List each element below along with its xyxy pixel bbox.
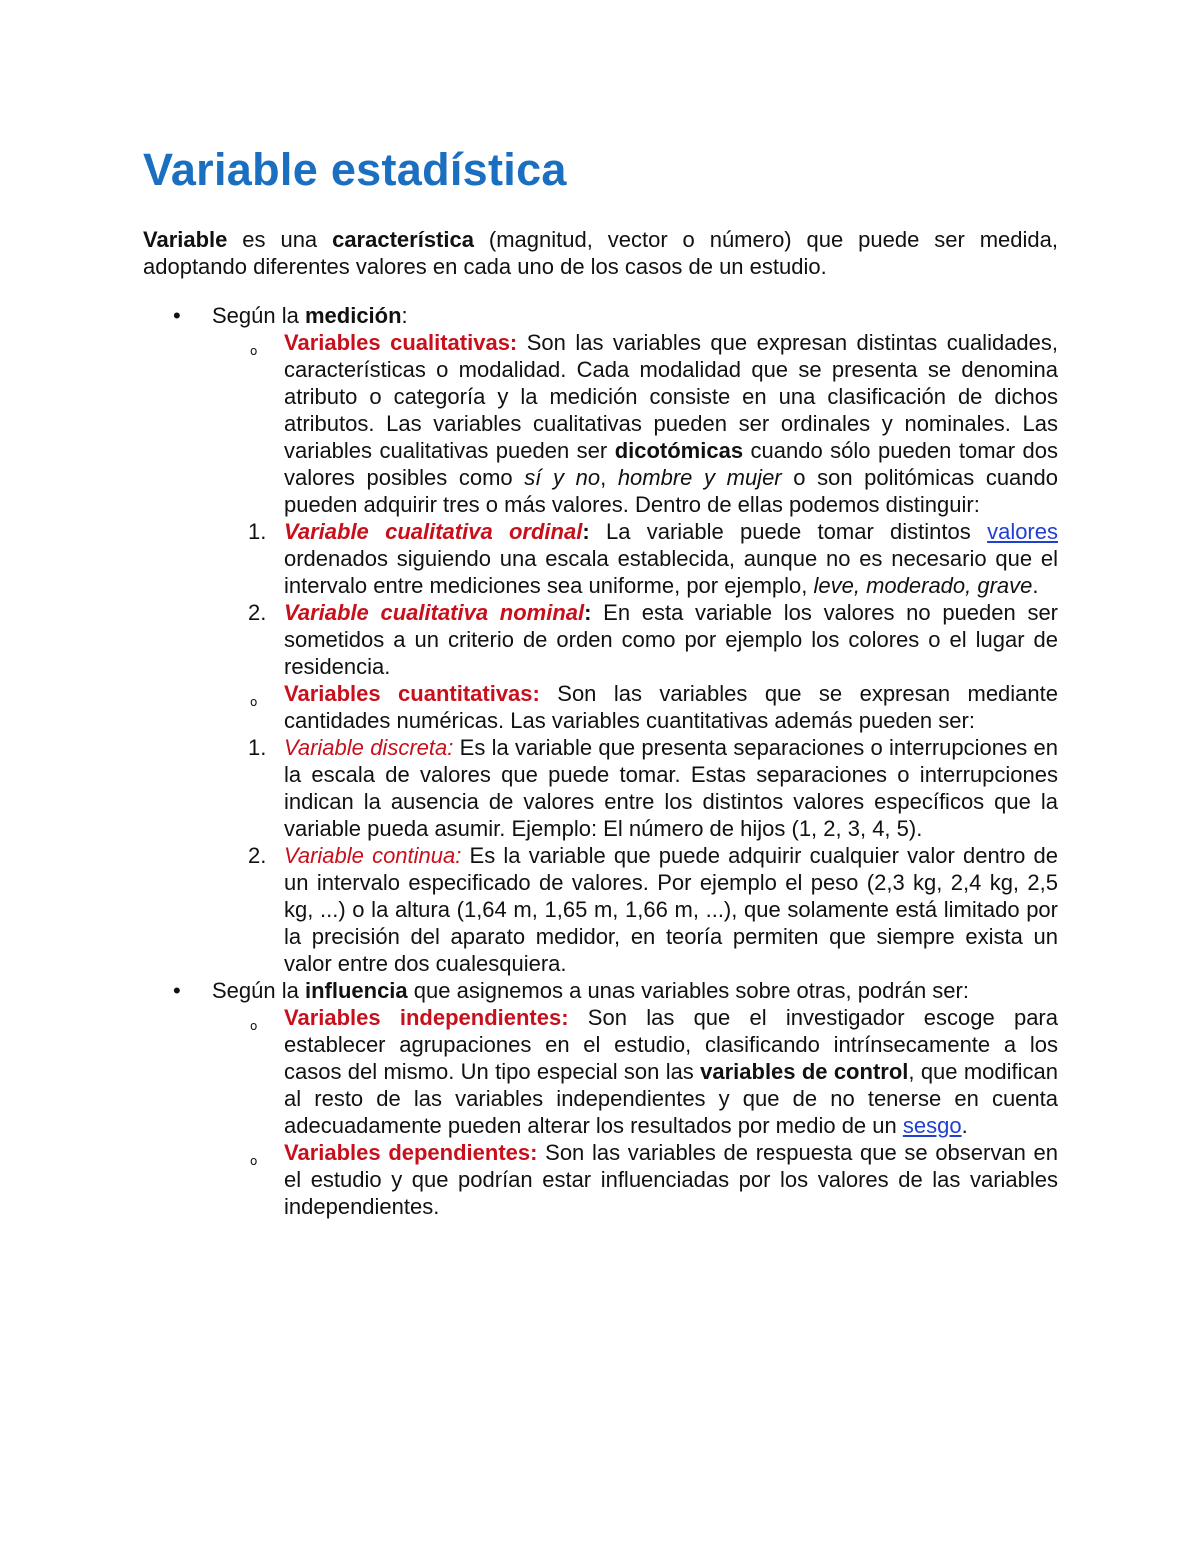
list-item-independientes [143,1004,1058,1139]
continua-label: Variable continua: [284,843,462,868]
dependientes-label: Variables dependientes: [284,1140,538,1165]
section-1-post: : [401,303,408,328]
item-number: 1. [248,735,267,760]
section-2-pre: Según la [212,978,305,1003]
cualitativas-text-1: Son las variables que expresan distintas cualidades, características o modalidad. Cada modalidad que se presenta se denomina atributo o categoría y la medición consiste en una clasificación de dichos atributos. Las variables cualitativas pueden ser ordinales y nominales. Las variables cualitativas pueden ser [284,330,1059,463]
independientes-text-3: . [961,1113,968,1138]
list-item-discreta [214,734,1058,842]
section-1-bold: medición [304,303,402,328]
list-item-influencia [143,977,1058,1220]
nominal-text: En esta variable los valores no pueden ser sometidos a un criterio de orden como por ejemplo los colores o el lugar de residencia. [284,600,1058,679]
item-number: 1. [248,519,267,544]
list-item-continua [214,842,1058,977]
ordinal-example: leve, moderado, grave [813,573,1033,598]
cualitativas-text-4: o son politómicas cuando pueden adquirir tres o más valores. Dentro de ellas podemos distinguir: [284,465,1058,517]
example-hombre-mujer: hombre y mujer [617,465,782,490]
intro-term: Variable [143,227,228,252]
dicotomicas-term: dicotómicas [614,438,744,463]
cualitativas-label: Variables cualitativas: [284,330,518,355]
list-item-ordinal [214,518,1058,599]
cualitativas-text-2: cuando sólo pueden tomar dos valores posibles como [284,438,1059,490]
intro-text-1: es una [227,227,333,252]
valores-link[interactable]: valores [987,519,1058,544]
continua-text: Es la variable que puede adquirir cualquier valor dentro de un intervalo especificado de valores. Por ejemplo el peso (2,3 kg, 2,4 kg, 2,5 kg, ...) o la altura (1,64 m, 1,65 m, 1,66 m, ...), que solamente está limitado por la precisión del aparato medidor, en teoría permiten que siempre exista un valor entre dos cualesquiera. [284,843,1058,976]
bullet-icon: • [173,978,181,1003]
section-1-pre: Según la [212,303,305,328]
circle-bullet-icon: o [250,344,258,358]
independientes-text-2: , que modifican al resto de las variables independientes y que de no tenerse en cuenta adecuadamente pueden alterar los resultados por medio de un [284,1059,1058,1138]
list-item-cualitativas [143,329,1058,680]
list-item-medicion [143,302,1058,977]
independientes-text-1: Son las que el investigador escoge para establecer agrupaciones en el estudio, clasificando intrínsecamente a los casos del mismo. Un tipo especial son las [284,1005,1058,1084]
ordinal-text-3: . [1032,573,1039,598]
cualitativas-text-3: , [600,465,618,490]
intro-bold-term: característica [332,227,474,252]
cuantitativas-numbered-list [248,734,1058,977]
discreta-label: Variable discreta: [284,735,454,760]
section-2-post: que asignemos a unas variables sobre otras, podrán ser: [407,978,969,1003]
list-item-dependientes [143,1139,1058,1220]
example-si-no: sí y no [524,465,601,490]
item-number: 2. [248,600,267,625]
variables-control-term: variables de control [700,1059,909,1084]
ordinal-text-1: La variable puede tomar distintos [589,519,988,544]
main-list [143,302,1058,1220]
circle-bullet-icon: o [250,1019,258,1033]
discreta-text: Es la variable que presenta separaciones o interrupciones en la escala de valores que puede tomar. Estas separaciones o interrupciones indican la ausencia de valores entre los distintos valores específicos que la variable pueda asumir. Ejemplo: El número de hijos (1, 2, 3, 4, 5). [284,735,1058,841]
ordinal-text-2: ordenados siguiendo una escala establecida, aunque no es necesario que el intervalo entre mediciones sea uniforme, por ejemplo, [284,546,1058,598]
section-2-bold: influencia [304,978,408,1003]
bullet-icon: • [173,303,181,328]
influencia-sublist [212,1004,1058,1220]
cuantitativas-text: Son las variables que se expresan mediante cantidades numéricas. Las variables cuantitativas además pueden ser: [284,681,1058,733]
sesgo-link[interactable]: sesgo [902,1113,962,1138]
list-item-cuantitativas [143,680,1058,977]
circle-bullet-icon: o [250,1154,258,1168]
page-title: Variable estadística [143,144,567,195]
ordinal-colon: : [582,519,590,544]
nominal-label: Variable cualitativa nominal [284,600,585,625]
cuantitativas-label: Variables cuantitativas: [284,681,540,706]
intro-paragraph [143,226,1058,280]
nominal-colon: : [584,600,592,625]
list-item-nominal [214,599,1058,680]
dependientes-text: Son las variables de respuesta que se observan en el estudio y que podrían estar influenciadas por los valores de las variables independientes. [284,1140,1058,1219]
document-page [143,140,1058,1220]
circle-bullet-icon: o [250,695,258,709]
medicion-sublist [212,329,1058,977]
ordinal-label: Variable cualitativa ordinal [284,519,583,544]
cualitativas-numbered-list [248,518,1058,680]
item-number: 2. [248,843,267,868]
independientes-label: Variables independientes: [284,1005,569,1030]
intro-text-2: (magnitud, vector o número) que puede ser medida, adoptando diferentes valores en cada uno de los casos de un estudio. [143,227,1058,279]
